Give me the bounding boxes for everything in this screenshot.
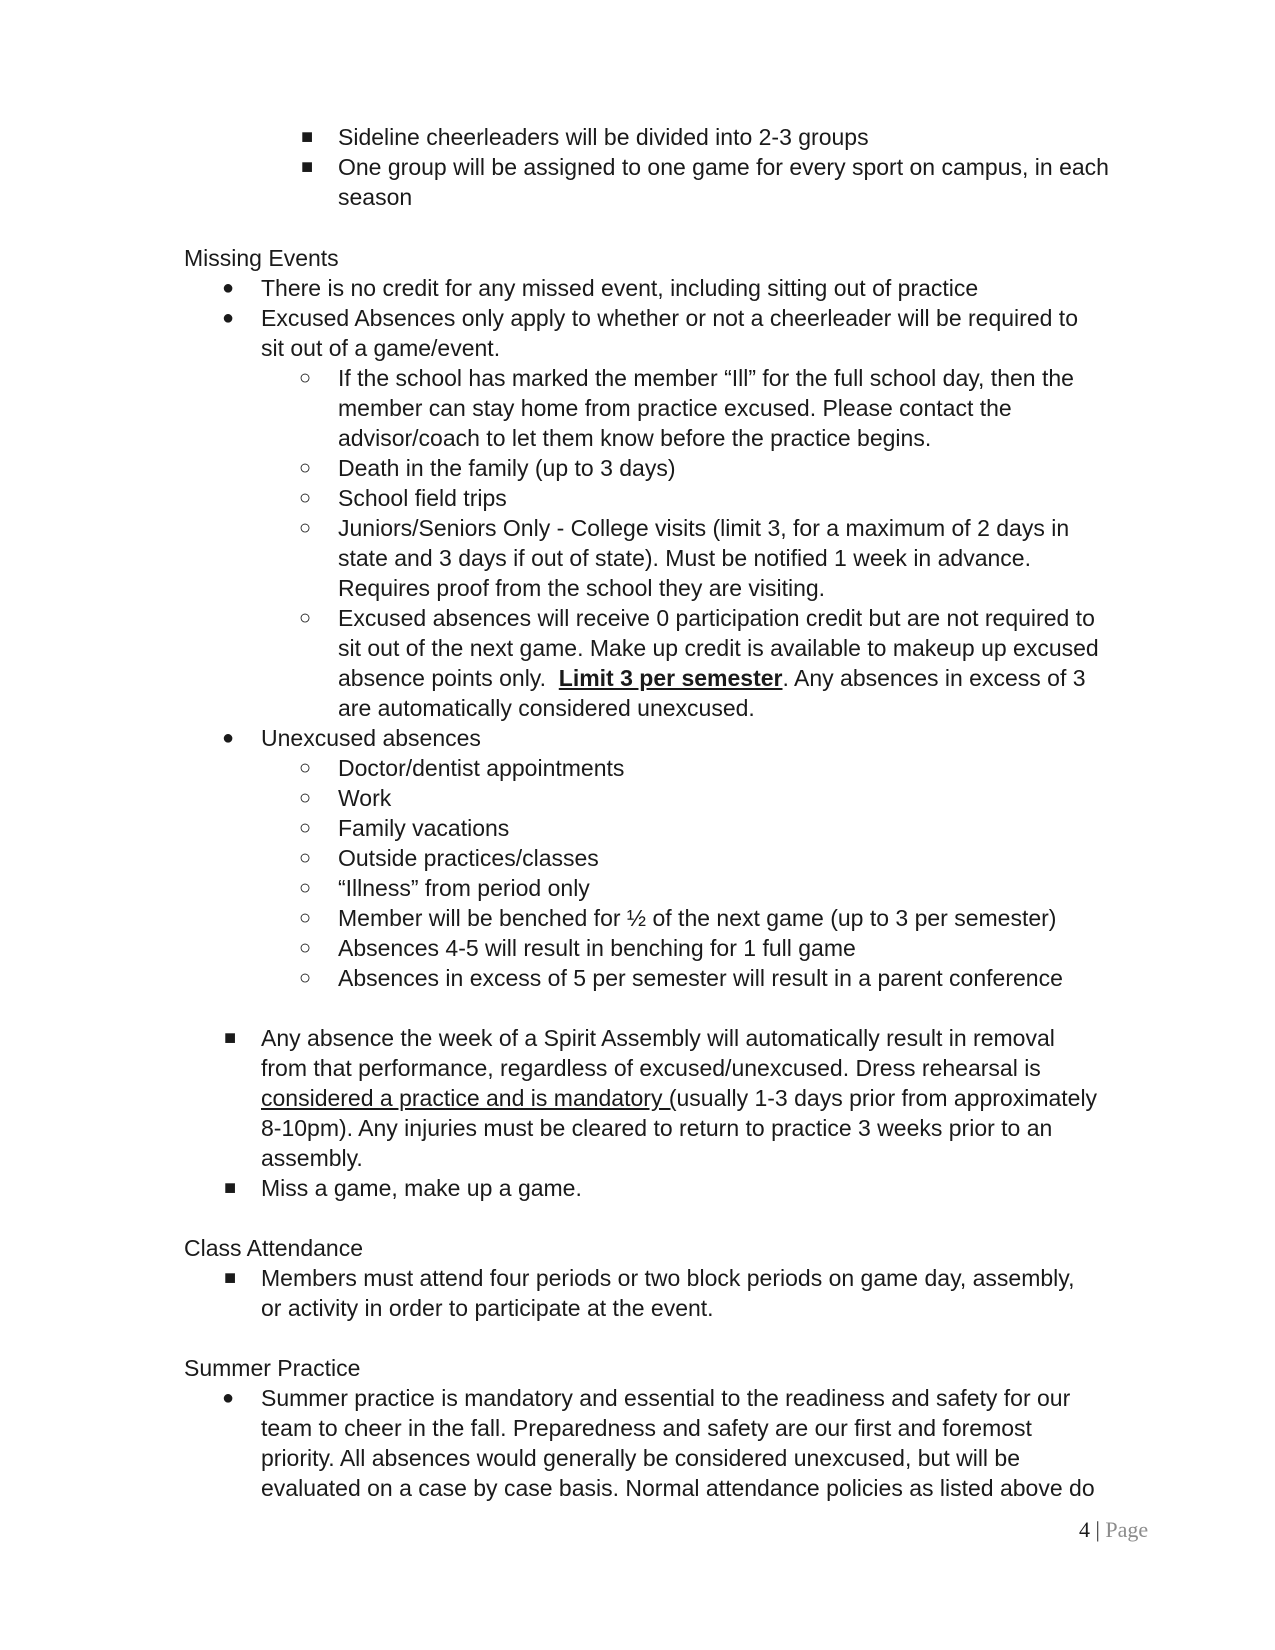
excused-intro-text-cont: sit out of a game/event. (261, 335, 501, 361)
group-division-text: Sideline cheerleaders will be divided into 2-3 groups (338, 124, 869, 150)
excused-ill-text: member can stay home from practice excused. Please contact the (338, 395, 1012, 421)
group-assignment-text: One group will be assigned to one game for every sport on campus, in each (338, 154, 1109, 180)
circle-bullet-icon: ○ (299, 517, 312, 539)
excused-credit-post: . Any absences in excess of 3 (782, 665, 1086, 691)
square-bullet-icon: ■ (301, 156, 314, 178)
circle-bullet-icon: ○ (299, 847, 312, 869)
square-bullet-icon: ■ (224, 1267, 237, 1289)
excused-college-visits-text: Juniors/Seniors Only - College visits (limit 3, for a maximum of 2 days in (338, 515, 1070, 541)
class-attendance-heading: Class Attendance (184, 1235, 364, 1261)
unexcused-item: Absences in excess of 5 per semester will result in a parent conference (338, 965, 1063, 991)
square-bullet-icon: ■ (224, 1027, 237, 1049)
page-label: Page (1105, 1517, 1149, 1542)
circle-bullet-icon: ○ (299, 787, 312, 809)
unexcused-item: Family vacations (338, 815, 510, 841)
summer-practice-heading: Summer Practice (184, 1355, 361, 1381)
excused-credit-text: sit out of the next game. Make up credit is available to makeup up excused (338, 635, 1099, 661)
excused-ill-text: If the school has marked the member “Ill” for the full school day, then the (338, 365, 1074, 391)
class-attendance-text: Members must attend four periods or two block periods on game day, assembly, (261, 1265, 1075, 1291)
excused-credit-text (338, 664, 1086, 693)
disc-bullet-icon: ● (222, 277, 235, 299)
excused-field-trips-text: School field trips (338, 485, 507, 511)
excused-college-visits-text: Requires proof from the school they are visiting. (338, 575, 826, 601)
excused-credit-text: are automatically considered unexcused. (338, 695, 755, 721)
circle-bullet-icon: ○ (299, 487, 312, 509)
excused-intro-text: Excused Absences only apply to whether or not a cheerleader will be required to (261, 305, 1078, 331)
circle-bullet-icon: ○ (299, 607, 312, 629)
unexcused-item: Outside practices/classes (338, 845, 599, 871)
spirit-assembly-text: from that performance, regardless of excused/unexcused. Dress rehearsal is (261, 1055, 1041, 1081)
circle-bullet-icon: ○ (299, 757, 312, 779)
unexcused-item: Work (338, 785, 392, 811)
miss-game-text: Miss a game, make up a game. (261, 1175, 582, 1201)
square-bullet-icon: ■ (224, 1177, 237, 1199)
footer-separator: | (1095, 1517, 1100, 1542)
excused-college-visits-text: state and 3 days if out of state). Must be notified 1 week in advance. (338, 545, 1031, 571)
disc-bullet-icon: ● (222, 1387, 235, 1409)
circle-bullet-icon: ○ (299, 817, 312, 839)
disc-bullet-icon: ● (222, 727, 235, 749)
group-assignment-text-cont: season (338, 184, 413, 210)
page-footer (1079, 1516, 1148, 1544)
summer-practice-text: priority. All absences would generally be considered unexcused, but will be (261, 1445, 1021, 1471)
summer-practice-text: Summer practice is mandatory and essential to the readiness and safety for our (261, 1385, 1071, 1411)
circle-bullet-icon: ○ (299, 877, 312, 899)
unexcused-item: Absences 4-5 will result in benching for 1 full game (338, 935, 856, 961)
circle-bullet-icon: ○ (299, 967, 312, 989)
unexcused-item: “Illness” from period only (338, 875, 590, 901)
spirit-assembly-text (261, 1084, 1097, 1113)
excused-credit-text: Excused absences will receive 0 participation credit but are not required to (338, 605, 1095, 631)
limit-per-semester-emphasis: Limit 3 per semester (558, 665, 783, 691)
summer-practice-text: evaluated on a case by case basis. Normal attendance policies as listed above do (261, 1475, 1095, 1501)
page-number: 4 (1079, 1517, 1090, 1542)
spirit-assembly-text: 8-10pm). Any injuries must be cleared to return to practice 3 weeks prior to an (261, 1115, 1053, 1141)
no-credit-text: There is no credit for any missed event, including sitting out of practice (261, 275, 979, 301)
excused-ill-text: advisor/coach to let them know before the practice begins. (338, 425, 932, 451)
mandatory-practice-underline: considered a practice and is mandatory ( (261, 1085, 677, 1111)
excused-credit-pre: absence points only. (338, 665, 559, 691)
spirit-assembly-text: assembly. (261, 1145, 363, 1171)
square-bullet-icon: ■ (301, 126, 314, 148)
circle-bullet-icon: ○ (299, 367, 312, 389)
missing-events-heading: Missing Events (184, 245, 339, 271)
class-attendance-text: or activity in order to participate at the event. (261, 1295, 714, 1321)
unexcused-item: Doctor/dentist appointments (338, 755, 625, 781)
spirit-assembly-text-rest: usually 1-3 days prior from approximately (676, 1085, 1098, 1111)
circle-bullet-icon: ○ (299, 907, 312, 929)
spirit-assembly-text: Any absence the week of a Spirit Assembly will automatically result in removal (261, 1025, 1055, 1051)
unexcused-absences-label: Unexcused absences (261, 725, 481, 751)
summer-practice-text: team to cheer in the fall. Preparedness and safety are our first and foremost (261, 1415, 1032, 1441)
circle-bullet-icon: ○ (299, 937, 312, 959)
unexcused-item: Member will be benched for ½ of the next game (up to 3 per semester) (338, 905, 1057, 931)
circle-bullet-icon: ○ (299, 457, 312, 479)
excused-death-text: Death in the family (up to 3 days) (338, 455, 676, 481)
disc-bullet-icon: ● (222, 307, 235, 329)
